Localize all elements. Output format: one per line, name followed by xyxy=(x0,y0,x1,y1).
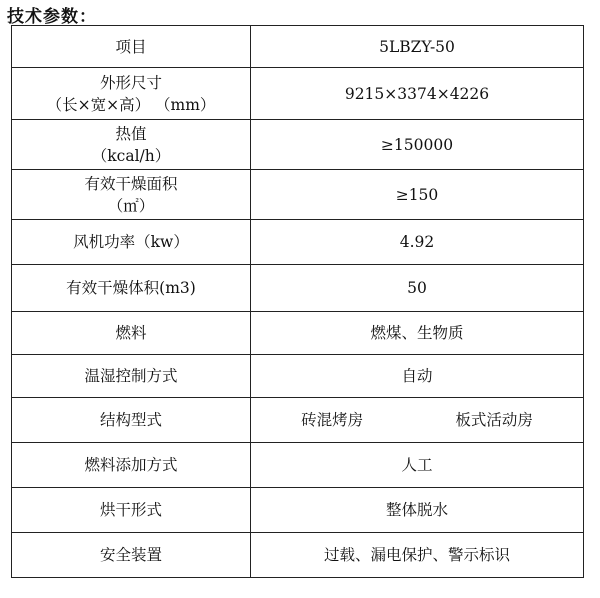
row-label: 燃料添加方式 xyxy=(12,443,251,488)
row-value-option: 板式活动房 xyxy=(455,411,533,429)
row-value: 人工 xyxy=(251,443,584,488)
row-label: 安全装置 xyxy=(12,533,251,578)
row-value: 燃煤、生物质 xyxy=(251,312,584,355)
section-heading: 技术参数： xyxy=(7,7,97,27)
row-value: 9215×3374×4226 xyxy=(251,68,584,120)
row-label: 项目 xyxy=(12,26,251,68)
row-label: 有效干燥体积(m3) xyxy=(12,265,251,312)
row-value: 自动 xyxy=(251,355,584,398)
spec-table xyxy=(11,25,584,578)
row-label xyxy=(12,68,251,120)
table-row xyxy=(12,265,584,312)
row-value: 50 xyxy=(251,265,584,312)
row-value: 5LBZY-50 xyxy=(251,26,584,68)
row-value: 4.92 xyxy=(251,220,584,265)
row-value: ≥150 xyxy=(251,170,584,220)
row-value: 整体脱水 xyxy=(251,488,584,533)
row-label xyxy=(12,120,251,170)
table-row xyxy=(12,120,584,170)
row-value: ≥150000 xyxy=(251,120,584,170)
table-row xyxy=(12,220,584,265)
row-value xyxy=(251,398,584,443)
table-row xyxy=(12,26,584,68)
row-label-line: 热值 xyxy=(115,124,147,143)
row-label xyxy=(12,170,251,220)
row-label: 结构型式 xyxy=(12,398,251,443)
row-value: 过载、漏电保护、警示标识 xyxy=(251,533,584,578)
row-label-line: 有效干燥面积 xyxy=(84,174,178,193)
row-label-line: （kcal/h） xyxy=(91,146,171,165)
table-row xyxy=(12,488,584,533)
table-row xyxy=(12,355,584,398)
row-label: 燃料 xyxy=(12,312,251,355)
table-row xyxy=(12,312,584,355)
table-row xyxy=(12,398,584,443)
table-row xyxy=(12,443,584,488)
table-row xyxy=(12,533,584,578)
row-label: 温湿控制方式 xyxy=(12,355,251,398)
row-label-line: （㎡） xyxy=(107,196,155,215)
row-label-line: （长×宽×高） （mm） xyxy=(46,95,216,114)
table-row xyxy=(12,68,584,120)
row-label-line: 外形尺寸 xyxy=(99,73,162,92)
row-value-option: 砖混烤房 xyxy=(301,411,364,429)
row-label: 风机功率（kw） xyxy=(12,220,251,265)
row-label: 烘干形式 xyxy=(12,488,251,533)
table-row xyxy=(12,170,584,220)
